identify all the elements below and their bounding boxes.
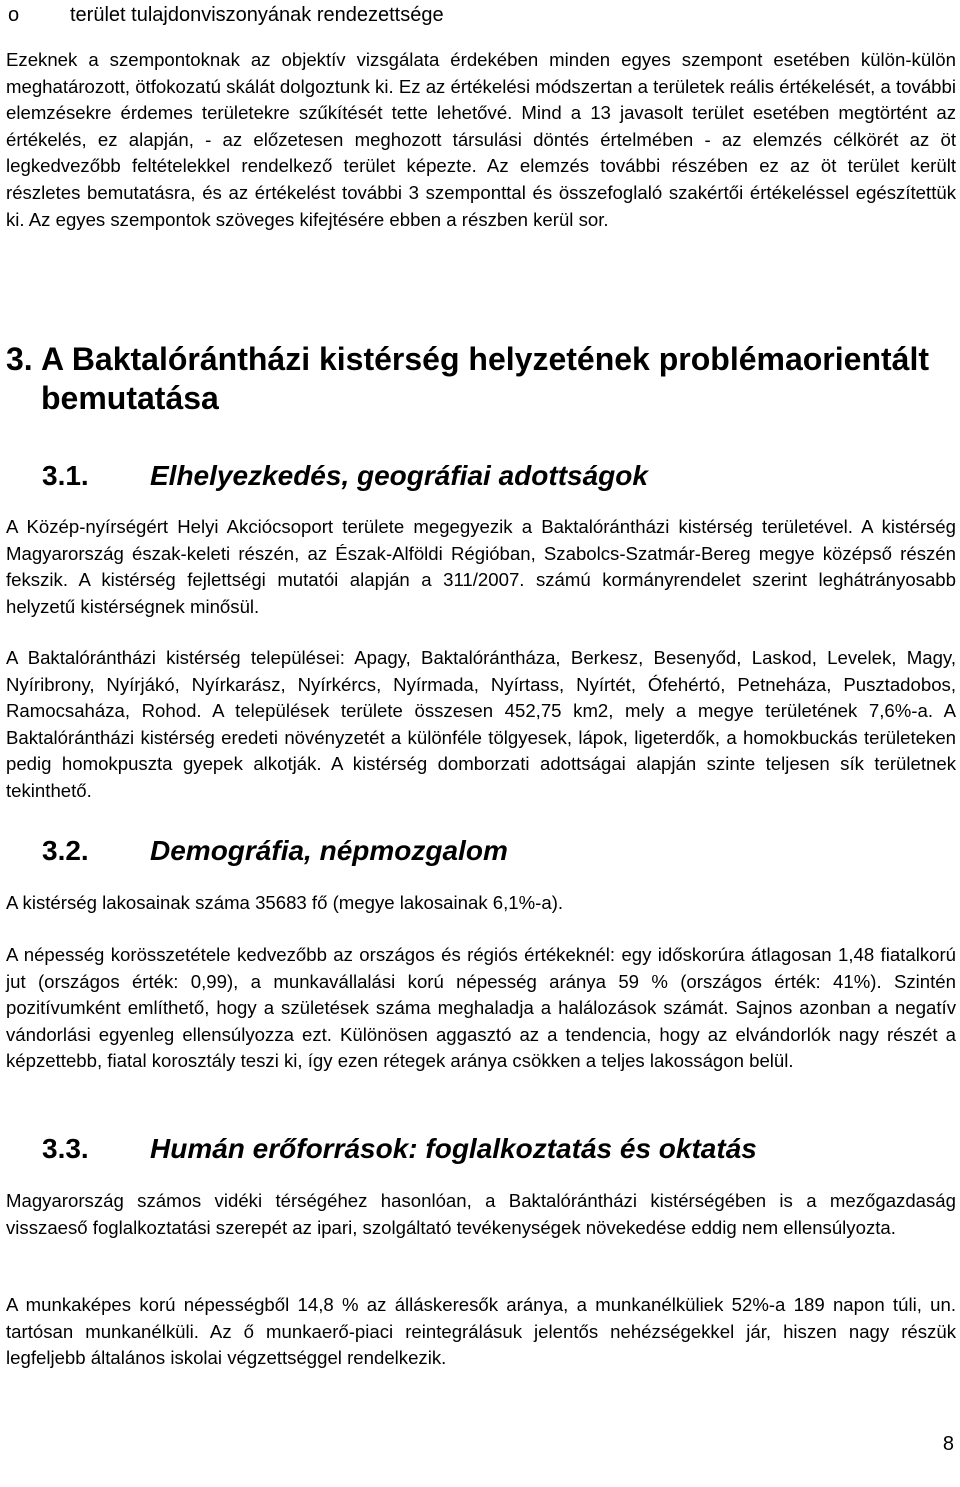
- page-number: 8: [942, 1433, 954, 1455]
- human-resources-paragraph-1: Magyarország számos vidéki térségéhez hasonlóan, a Baktalórántházi kistérségében is a mezőgazdaság visszaeső foglalkoztatási szerepét az ipari, szolgáltató tevékenységek növekedése eddig nem ellensúlyozta.: [6, 1190, 956, 1238]
- section-number: 3.2.: [42, 835, 89, 866]
- section-title: Humán erőforrások: foglalkoztatás és oktatás: [150, 1133, 757, 1164]
- bullet-mark: o: [8, 4, 20, 26]
- location-paragraph-2: A Baktalórántházi kistérség települései: Apagy, Baktalórántháza, Berkesz, Besenyőd, Laskod, Levelek, Magy, Nyíribrony, Nyírjákó, Nyírkarász, Nyírkércs, Nyírmada, Nyírtass, Nyírtét, Ófehértó, Petneháza, Pusztadobos, Ramocsaháza, Rohod. A települések területe összesen 452,75 km2, mely a megye területének 7,6%-a. A Baktalórántházi kistérség eredeti növényzetét a különféle tölgyesek, lápok, ligeterdők, a homokbuckás területeken pedig homokpuszta gyepek alkotják. A kistérség domborzati adottságai alapján szinte teljesen sík területnek tekinthető.: [6, 647, 956, 801]
- chapter-title-line1: A Baktalórántházi kistérség helyzetének problémaorientált: [41, 341, 929, 377]
- human-resources-paragraph-2: A munkaképes korú népességből 14,8 % az álláskeresők aránya, a munkanélküliek 52%-a 189 napon túli, un. tartósan munkanélküli. Az ő munkaerő-piaci reintegrálásuk jelentős nehézségekkel jár, hiszen nagy részük legfeljebb általános iskolai végzettséggel rendelkezik.: [6, 1294, 956, 1369]
- bullet-text: terület tulajdonviszonyának rendezettsége: [70, 4, 444, 26]
- intro-paragraph: Ezeknek a szempontoknak az objektív vizsgálata érdekében minden egyes szempont esetében külön-külön meghatározott, ötfokozatú skálát dolgoztunk ki. Ez az értékelési módszertan a területek reális értékelését, a további elemzésekre érdemes területekre szűkítését tette lehetővé. Mind a 13 javasolt terület esetében megtörtént az értékelés, ez alapján, - az előzetesen meghozott társulási döntés értelmében - az elemzés célkörét az öt legkedvezőbb feltételekkel rendelkező terület képezte. Az elemzés további részében ez az öt terület került részletes bemutatásra, és az értékelést további 3 szemponttal és összefoglaló szakértői értékeléssel egészítettük ki. Az egyes szempontok szöveges kifejtésére ebben a részben kerül sor.: [6, 49, 956, 230]
- chapter-heading: [6, 340, 956, 418]
- section-heading-3-1: [42, 459, 648, 493]
- section-title: Demográfia, népmozgalom: [150, 835, 508, 866]
- section-heading-3-2: [42, 834, 508, 868]
- chapter-title-line2: bemutatása: [41, 380, 219, 416]
- bullet-item: [6, 2, 444, 28]
- section-number: 3.3.: [42, 1133, 89, 1164]
- section-title: Elhelyezkedés, geográfiai adottságok: [150, 460, 648, 491]
- section-number: 3.1.: [42, 460, 89, 491]
- demography-paragraph-2: A népesség korösszetétele kedvezőbb az országos és régiós értékeknél: egy időskorúra átlagosan 1,48 fiatalkorú jut (országos érték: 0,99), a munkavállalási korú népesség aránya 59 % (országos érték: 41%). Szintén pozitívumként említhető, hogy a születések száma meghaladja a halálozások számát. Sajnos azonban a negatív vándorlási egyenleg ellensúlyozza ezt. Különösen aggasztó az a tendencia, hogy az elvándorlók nagy részét a képzettebb, fiatal korosztály teszi ki, így ezen rétegek aránya csökken a teljes lakosságon belül.: [6, 944, 956, 1072]
- demography-paragraph-1: A kistérség lakosainak száma 35683 fő (megye lakosainak 6,1%-a).: [6, 892, 564, 913]
- chapter-number: 3.: [6, 341, 33, 377]
- location-paragraph-1: A Közép-nyírségért Helyi Akciócsoport területe megegyezik a Baktalórántházi kistérség területével. A kistérség Magyarország észak-keleti részén, az Észak-Alföldi Régióban, Szabolcs-Szatmár-Bereg megye középső részén fekszik. A kistérség fejlettségi mutatói alapján a 311/2007. számú kormányrendelet szerint leghátrányosabb helyzetű kistérségnek minősül.: [6, 516, 956, 617]
- section-heading-3-3: [42, 1132, 757, 1166]
